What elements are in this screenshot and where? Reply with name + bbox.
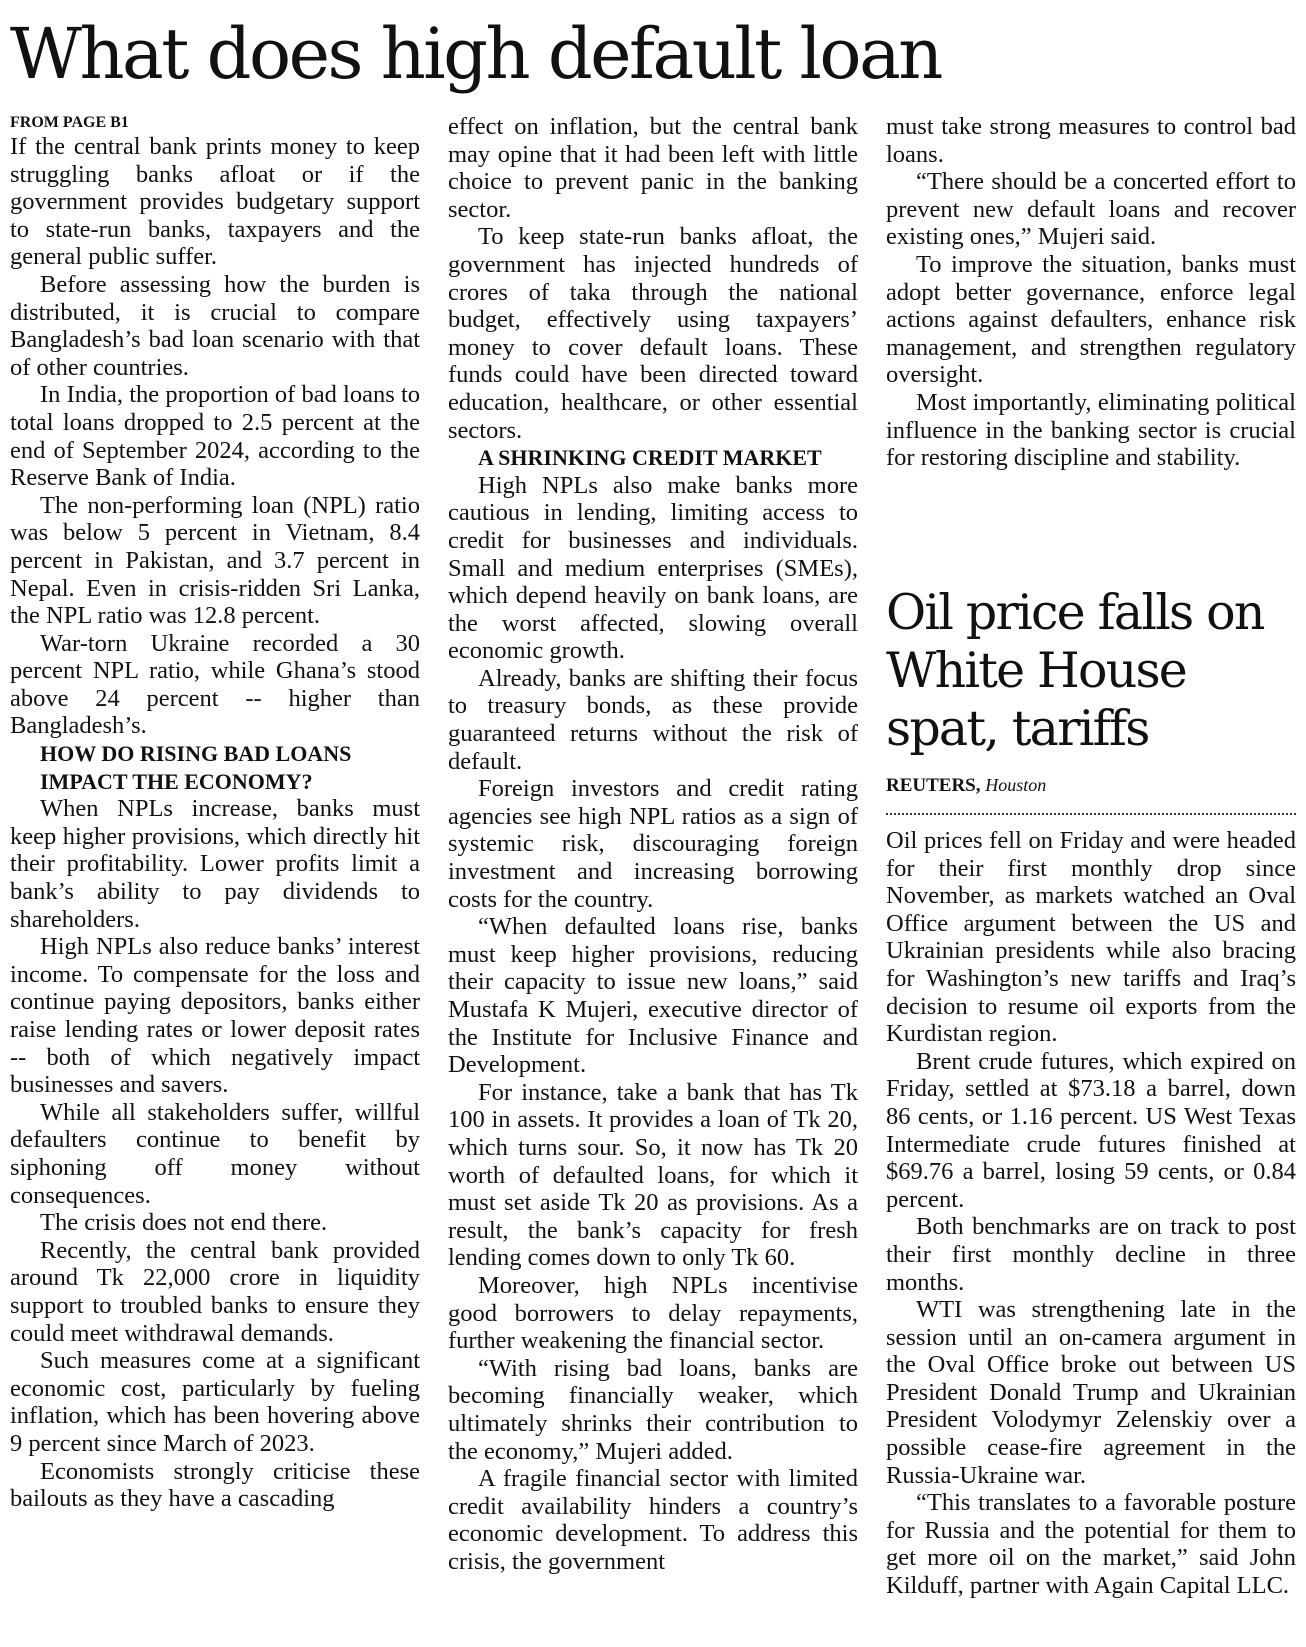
- story2-paragraph: Oil prices fell on Friday and were headed for their first monthly drop since November, as markets watched an Oval Office argument between the US and Ukrainian presidents while also bracing for Washington’s new tariffs and Iraq’s decision to resume oil exports from the Kurdistan region.: [886, 827, 1296, 1048]
- story1-column-1: [10, 113, 420, 1638]
- story1-paragraph: In India, the proportion of bad loans to total loans dropped to 2.5 percent at the end of September 2024, according to the Reserve Bank of India.: [10, 381, 420, 492]
- story2-paragraph: “This translates to a favorable posture for Russia and the potential for them to get more oil on the market,” said John Kilduff, partner with Again Capital LLC.: [886, 1489, 1296, 1600]
- story1-paragraph: “When defaulted loans rise, banks must keep higher provisions, reducing their capacity to issue new loans,” said Mustafa K Mujeri, executive director of the Institute for Inclusive Finance and Development.: [448, 913, 858, 1079]
- story2-byline: [886, 771, 1296, 815]
- story1-paragraph: When NPLs increase, banks must keep higher provisions, which directly hit their profitability. Lower profits limit a bank’s ability to pay dividends to shareholders.: [10, 795, 420, 933]
- story2-body: [886, 827, 1296, 1638]
- story1-paragraph: Before assessing how the burden is distributed, it is crucial to compare Bangladesh’s bad loan scenario with that of other countries.: [10, 270, 420, 381]
- story1-paragraph: Recently, the central bank provided around Tk 22,000 crore in liquidity support to troubled banks to ensure they could meet withdrawal demands.: [10, 1236, 420, 1347]
- story1-paragraph: “There should be a concerted effort to prevent new default loans and recover existing ones,” Mujeri said.: [886, 168, 1296, 251]
- story1-paragraph: The crisis does not end there.: [40, 1209, 328, 1237]
- story1-paragraph: High NPLs also reduce banks’ interest income. To compensate for the loss and continue paying depositors, banks either raise lending rates or lower deposit rates -- both of which negatively impact businesses and savers.: [10, 933, 420, 1099]
- byline-agency: REUTERS,: [886, 775, 981, 796]
- story1-headline: What does high default loan: [10, 13, 941, 95]
- story1-paragraph: To keep state-run banks afloat, the government has injected hundreds of crores of taka through the national budget, effectively using taxpayers’ money to cover default loans. These funds could have been directed toward education, healthcare, or other essential sectors.: [448, 223, 858, 444]
- story2-headline: Oil price falls on White House spat, tariffs: [886, 584, 1264, 757]
- story2-paragraph: WTI was strengthening late in the session until an on-camera argument in the Oval Office broke out between US President Donald Trump and Ukrainian President Volodymyr Zelenskiy over a possible cease-fire agreement in the Russia-Ukraine war.: [886, 1296, 1296, 1489]
- story1-paragraph: The non-performing loan (NPL) ratio was below 5 percent in Vietnam, 8.4 percent in Pakistan, and 3.7 percent in Nepal. Even in crisis-ridden Sri Lanka, the NPL ratio was 12.8 percent.: [10, 491, 420, 630]
- story1-paragraph: effect on inflation, but the central bank may opine that it had been left with little choice to prevent panic in the banking sector.: [448, 113, 858, 223]
- story1-paragraph: To improve the situation, banks must adopt better governance, enforce legal actions against defaulters, enhance risk management, and strengthen regulatory oversight.: [886, 250, 1296, 389]
- story1-paragraph: For instance, take a bank that has Tk 100 in assets. It provides a loan of Tk 20, which turns sour. So, it now has Tk 20 worth of defaulted loans, for which it must set aside Tk 20 as provisions. As a result, the bank’s capacity for fresh lending comes down to only Tk 60.: [448, 1078, 858, 1272]
- story1-paragraph: While all stakeholders suffer, willful defaulters continue to benefit by siphoning off money without consequences.: [10, 1098, 420, 1209]
- story1-paragraph: “With rising bad loans, banks are becoming financially weaker, which ultimately shrinks their contribution to the economy,” Mujeri added.: [448, 1354, 858, 1465]
- story1-column-3: [886, 113, 1296, 533]
- story1-paragraph: Such measures come at a significant economic cost, particularly by fueling inflation, which has been hovering above 9 percent since March of 2023.: [10, 1347, 420, 1457]
- byline-place: Houston: [985, 775, 1047, 795]
- story1-subhead: A SHRINKING CREDIT MARKET: [478, 445, 822, 471]
- story1-paragraph: High NPLs also make banks more cautious in lending, limiting access to credit for businesses and individuals. Small and medium enterprises (SMEs), which depend heavily on bank loans, are the worst affected, slowing overall economic growth.: [448, 471, 858, 665]
- story1-dateline: FROM PAGE B1: [10, 114, 129, 131]
- story1-paragraph: Moreover, high NPLs incentivise good borrowers to delay repayments, further weakening the financial sector.: [448, 1271, 858, 1355]
- story2-paragraph: Both benchmarks are on track to post their first monthly decline in three months.: [886, 1213, 1296, 1296]
- story1-paragraph: If the central bank prints money to keep struggling banks afloat or if the government provides budgetary support to state-run banks, taxpayers and the general public suffer.: [10, 133, 420, 271]
- story1-paragraph: must take strong measures to control bad loans.: [886, 113, 1296, 168]
- story1-column-2: [448, 113, 858, 1638]
- story1-paragraph: Foreign investors and credit rating agencies see high NPL ratios as a sign of systemic risk, discouraging foreign investment and increasing borrowing costs for the country.: [448, 775, 858, 913]
- story1-paragraph: Economists strongly criticise these bailouts as they have a cascading: [10, 1457, 420, 1513]
- story1-paragraph: A fragile financial sector with limited credit availability hinders a country’s economic development. To address this crisis, the government: [448, 1465, 858, 1575]
- story1-paragraph: Already, banks are shifting their focus to treasury bonds, as these provide guaranteed returns without the risk of default.: [448, 664, 858, 775]
- story1-paragraph: Most importantly, eliminating political influence in the banking sector is crucial for restoring discipline and stability.: [886, 388, 1296, 472]
- story1-paragraph: War-torn Ukraine recorded a 30 percent NPL ratio, while Ghana’s stood above 24 percent -- higher than Bangladesh’s.: [10, 629, 420, 740]
- story2-paragraph: Brent crude futures, which expired on Friday, settled at $73.18 a barrel, down 86 cents, or 1.16 percent. US West Texas Intermediate crude futures finished at $69.76 a barrel, losing 59 cents, or 0.84 percent.: [886, 1047, 1296, 1213]
- story1-subhead: HOW DO RISING BAD LOANS IMPACT THE ECONOMY?: [40, 741, 352, 794]
